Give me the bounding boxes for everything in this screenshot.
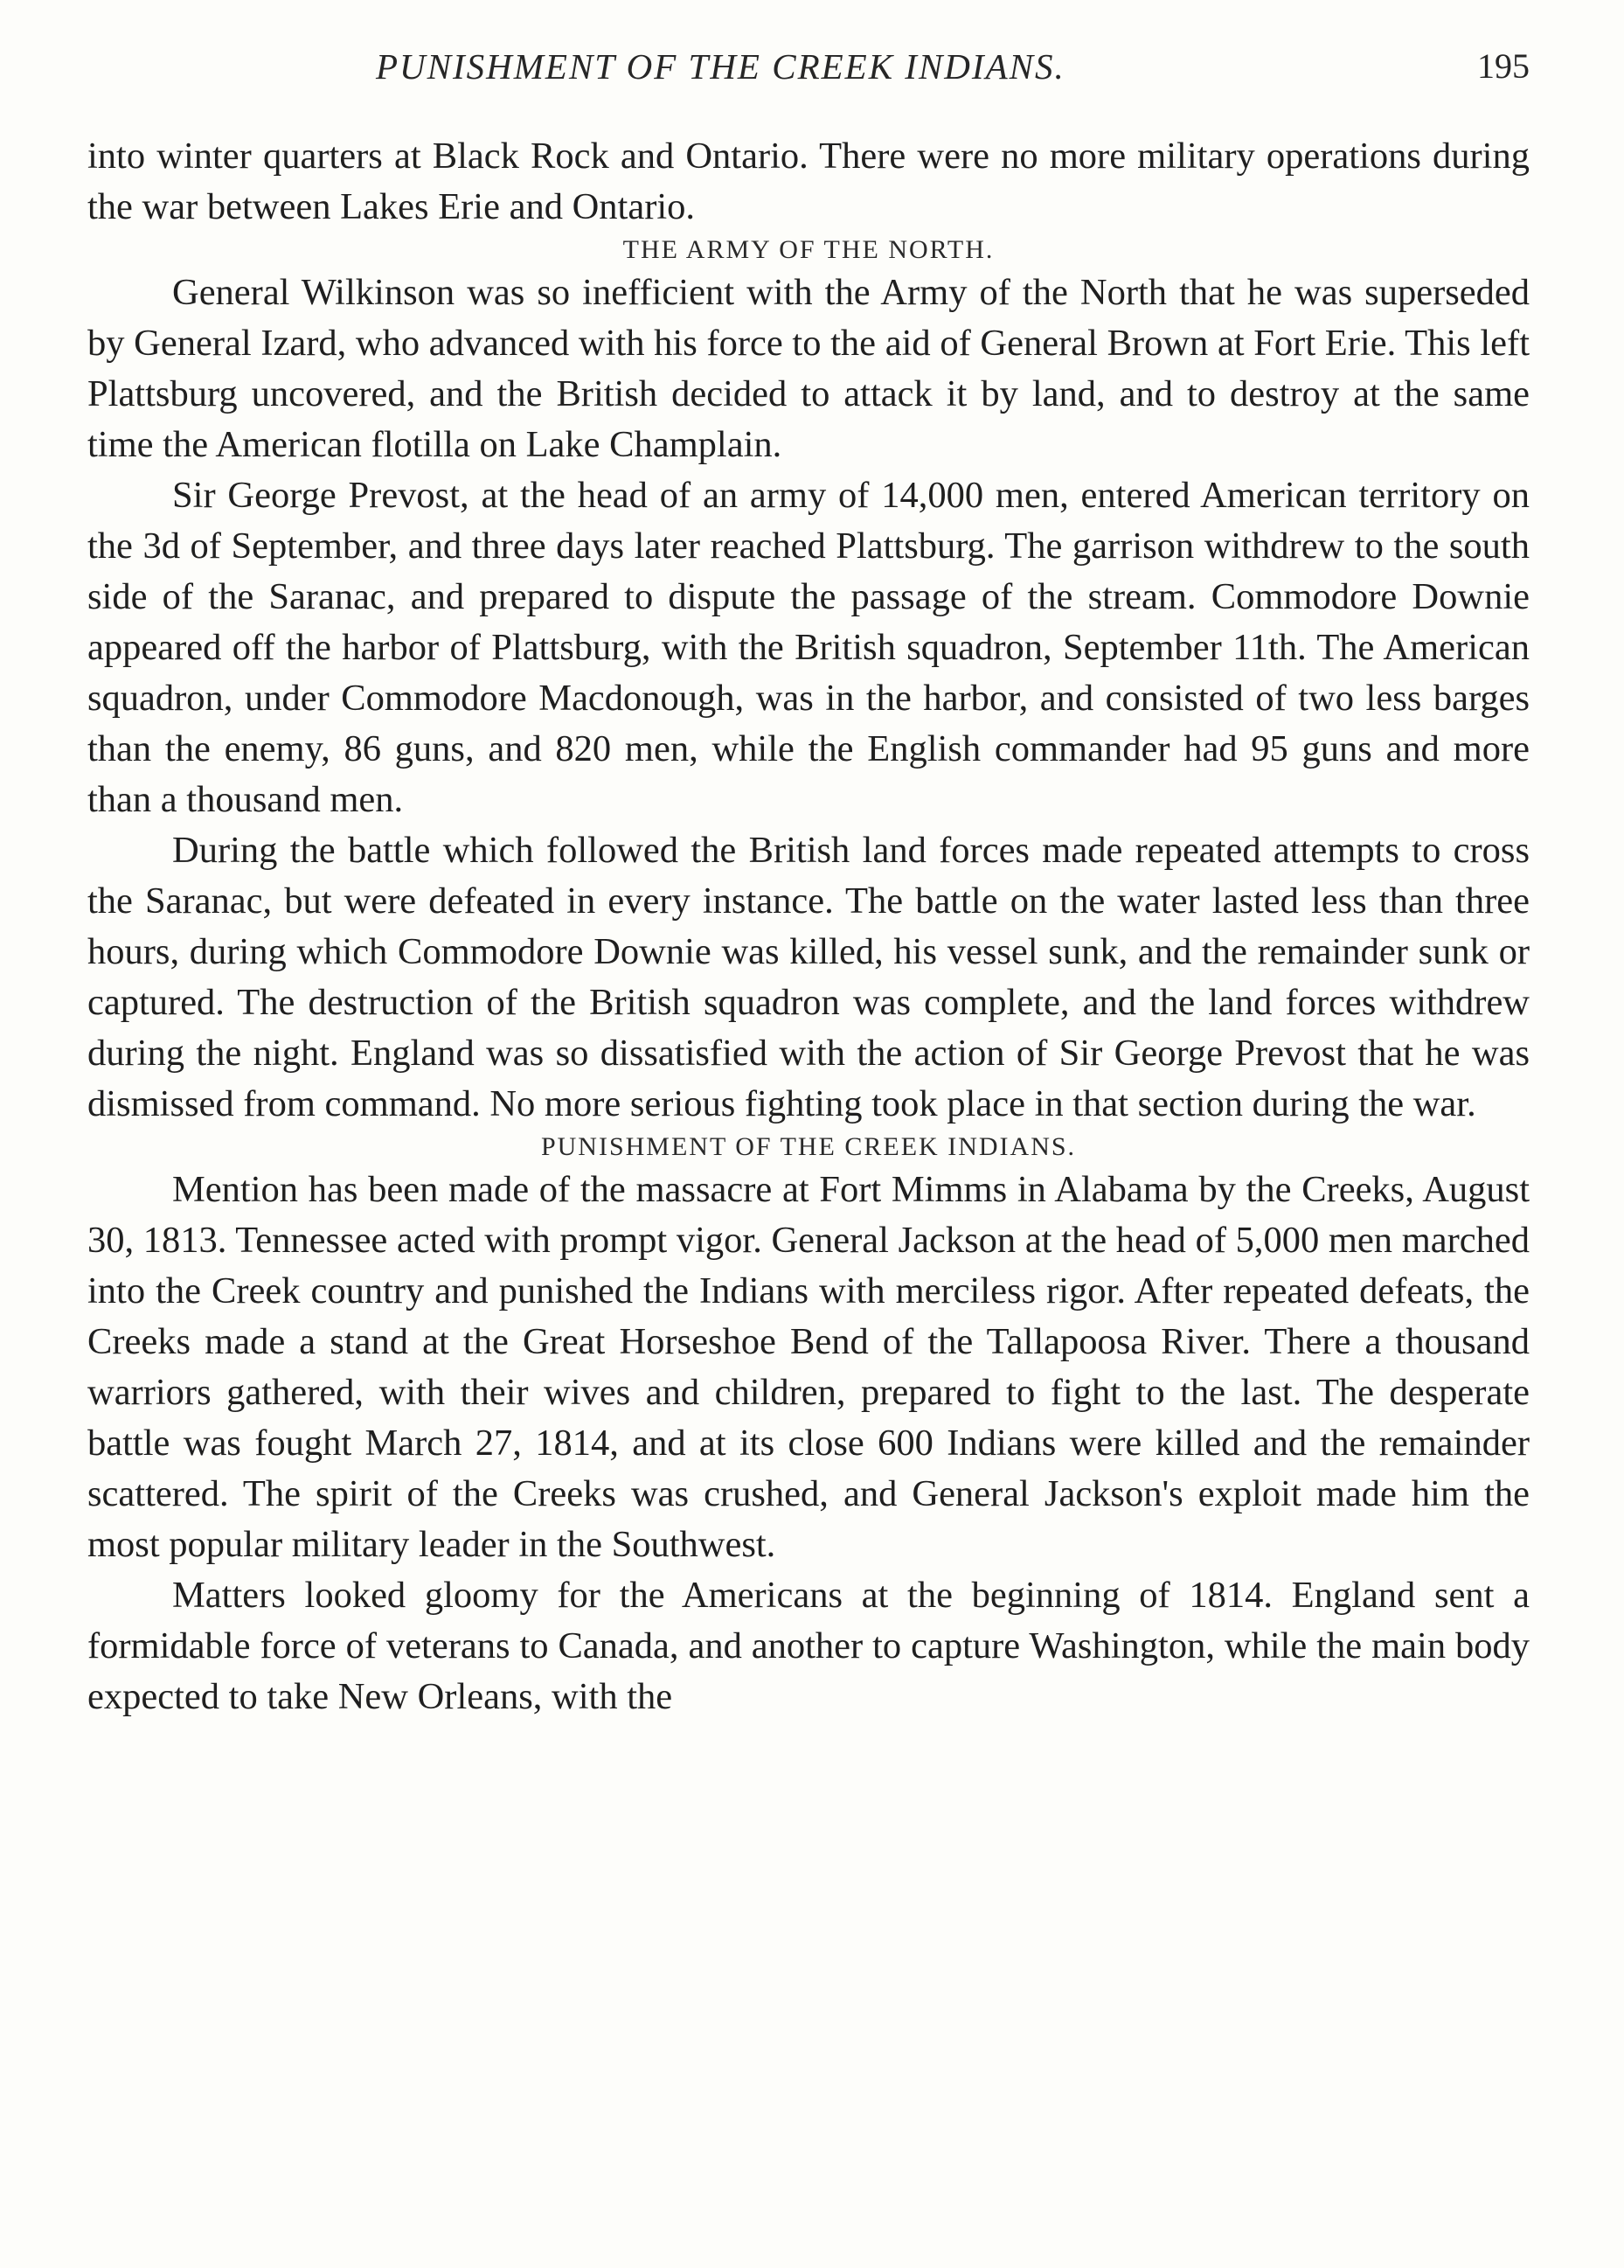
paragraph: Matters looked gloomy for the Americans at the beginning of 1814. England sent a formidable force of veterans to Canada, and another to capture Washington, while the main body expected to take New Orleans, with the bbox=[87, 1575, 1530, 1717]
paragraph: Mention has been made of the massacre at Fort Mimms in Alabama by the Creeks, August 30, 1813. Tennessee acted with prompt vigor. General Jackson at the head of 5,000 men marched into the Creek country and punished the Indians with merciless rigor. After repeated defeats, the Creeks made a stand at the Great Horseshoe Bend of the Tallapoosa River. There a thousand warriors gathered, with their wives and children, prepared to fight to the last. The desperate battle was fought March 27, 1814, and at its close 600 Indians were killed and the remainder scattered. The spirit of the Creeks was crushed, and General Jackson's exploit made him the most popular military leader in the Southwest. bbox=[87, 1169, 1530, 1565]
paragraph: General Wilkinson was so inefficient with the Army of the North that he was superseded by General Izard, who advanced with his force to the aid of General Brown at Fort Erie. This left Plattsburg uncovered, and the British decided to attack it by land, and to destroy at the same time the American flotilla on Lake Champlain. bbox=[87, 272, 1530, 465]
paragraph: Sir George Prevost, at the head of an army of 14,000 men, entered American territory on the 3d of September, and three days later reached Plattsburg. The garrison withdrew to the south side of the Saranac, and prepared to dispute the passage of the stream. Commodore Downie appeared off the harbor of Plattsburg, with the British squadron, September 11th. The American squadron, under Commodore Macdonough, was in the harbor, and consisted of two less barges than the enemy, 86 guns, and 820 men, while the English commander had 95 guns and more than a thousand men. bbox=[87, 475, 1530, 820]
section-heading-army-of-the-north: THE ARMY OF THE NORTH. bbox=[622, 235, 995, 264]
paragraph: During the battle which followed the British land forces made repeated attempts to cross the Saranac, but were defeated in every instance. The battle on the water lasted less than three hours, during which Commodore Downie was killed, his vessel sunk, and the remainder sunk or captured. The destruction of the British squadron was complete, and the land forces withdrew during the night. England was so dissatisfied with the action of Sir George Prevost that he was dismissed from command. No more serious fighting took place in that section during the war. bbox=[87, 830, 1530, 1124]
running-title: PUNISHMENT OF THE CREEK INDIANS. bbox=[376, 46, 1065, 87]
section-heading-creek-indians: PUNISHMENT OF THE CREEK INDIANS. bbox=[540, 1132, 1077, 1161]
paragraph-continuation: into winter quarters at Black Rock and Ontario. There were no more military operations during the war between Lakes Erie and Ontario. bbox=[87, 136, 1530, 227]
running-header bbox=[87, 45, 1530, 98]
page-number: 195 bbox=[1477, 46, 1530, 86]
body-text bbox=[87, 131, 1530, 1722]
